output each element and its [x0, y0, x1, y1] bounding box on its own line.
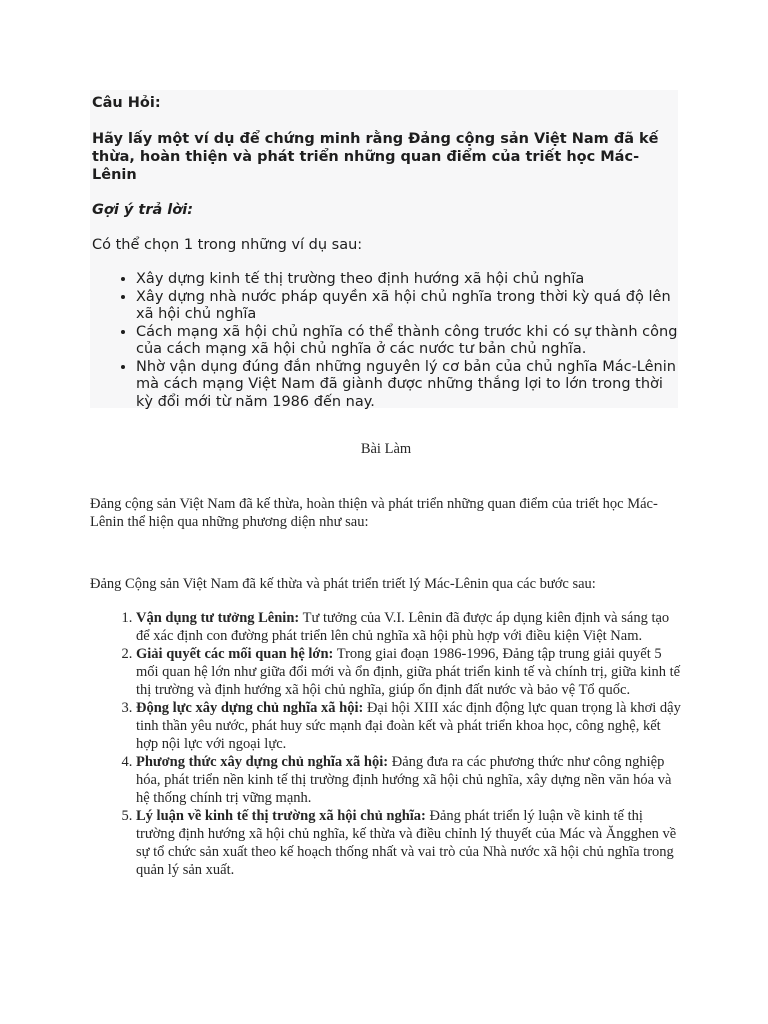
- answer-point-title: Động lực xây dựng chủ nghĩa xã hội:: [136, 700, 364, 716]
- answer-intro: Đảng cộng sản Việt Nam đã kế thừa, hoàn thiện và phát triển những quan điểm của triết học Mác-Lênin thể hiện qua những phương diện như sau:: [90, 496, 658, 530]
- answer-section: [90, 440, 682, 879]
- answer-point-text: Đảng đưa ra các phương thức như công nghiệp hóa, phát triển nền kinh tế thị trường định hướng xã hội chủ nghĩa, xây dựng nền văn hóa và hệ thống chính trị vững mạnh.: [136, 754, 672, 806]
- answer-point-title: Giải quyết các mối quan hệ lớn:: [136, 646, 334, 662]
- examples-list: [92, 271, 678, 411]
- answer-point-text: Tư tưởng của V.I. Lênin đã được áp dụng kiên định và sáng tạo để xác định con đường phát triển lên chủ nghĩa xã hội phù hợp với điều kiện Việt Nam.: [136, 610, 670, 644]
- examples-intro: Có thể chọn 1 trong những ví dụ sau:: [92, 237, 363, 253]
- answer-point: [136, 645, 682, 699]
- answer-lead: Đảng Cộng sản Việt Nam đã kế thừa và phát triển triết lý Mác-Lênin qua các bước sau:: [90, 576, 596, 592]
- hint-label: Gợi ý trả lời:: [92, 202, 193, 218]
- answer-point: [136, 753, 682, 807]
- answer-point-title: Phương thức xây dựng chủ nghĩa xã hội:: [136, 754, 389, 770]
- example-item: • Nhờ vận dụng đúng đắn những nguyên lý cơ bản của chủ nghĩa Mác-Lênin mà cách mạng Việt Nam đã giành được những thắng lợi to lớn trong thời kỳ đổi mới từ năm 1986 đến nay.: [136, 359, 678, 412]
- example-item: • Xây dựng nhà nước pháp quyền xã hội chủ nghĩa trong thời kỳ quá độ lên xã hội chủ nghĩa: [136, 289, 678, 324]
- answer-point: [136, 807, 682, 879]
- answer-point: [136, 609, 682, 645]
- question-title: Hãy lấy một ví dụ để chứng minh rằng Đảng cộng sản Việt Nam đã kế thừa, hoàn thiện và phát triển những quan điểm của triết học Mác-Lênin: [92, 131, 659, 183]
- question-box: [90, 90, 678, 408]
- answer-point-title: Vận dụng tư tưởng Lênin:: [136, 610, 300, 626]
- question-label: Câu Hỏi:: [92, 95, 161, 111]
- answer-point-title: Lý luận về kinh tế thị trường xã hội chủ nghĩa:: [136, 808, 426, 824]
- answer-point: [136, 699, 682, 753]
- example-item: • Xây dựng kinh tế thị trường theo định hướng xã hội chủ nghĩa: [136, 271, 678, 289]
- answer-point-text: Đại hội XIII xác định động lực quan trọng là khơi dậy tinh thần yêu nước, phát huy sức mạnh đại đoàn kết và phát triển khoa học, công nghệ, kết hợp nội lực với ngoại lực.: [136, 700, 681, 752]
- answer-points-list: [90, 609, 682, 879]
- answer-point-text: Đảng phát triển lý luận về kinh tế thị trường định hướng xã hội chủ nghĩa, kế thừa và điều chỉnh lý thuyết của Mác và Ăngghen về sự tổ chức sản xuất theo kế hoạch thống nhất và vai trò của Nhà nước xã hội chủ nghĩa trong quản lý sản xuất.: [136, 808, 677, 878]
- answer-point-text: Trong giai đoạn 1986-1996, Đảng tập trung giải quyết 5 mối quan hệ lớn như giữa đổi mới và ổn định, giữa phát triển kinh tế và chính trị, giữa kinh tế thị trường và định hướng xã hội chủ nghĩa, giúp ổn định đất nước và bảo vệ Tổ quốc.: [136, 646, 681, 698]
- example-item: • Cách mạng xã hội chủ nghĩa có thể thành công trước khi có sự thành công của cách mạng xã hội chủ nghĩa ở các nước tư bản chủ nghĩa.: [136, 324, 678, 359]
- answer-heading: Bài Làm: [360, 441, 412, 457]
